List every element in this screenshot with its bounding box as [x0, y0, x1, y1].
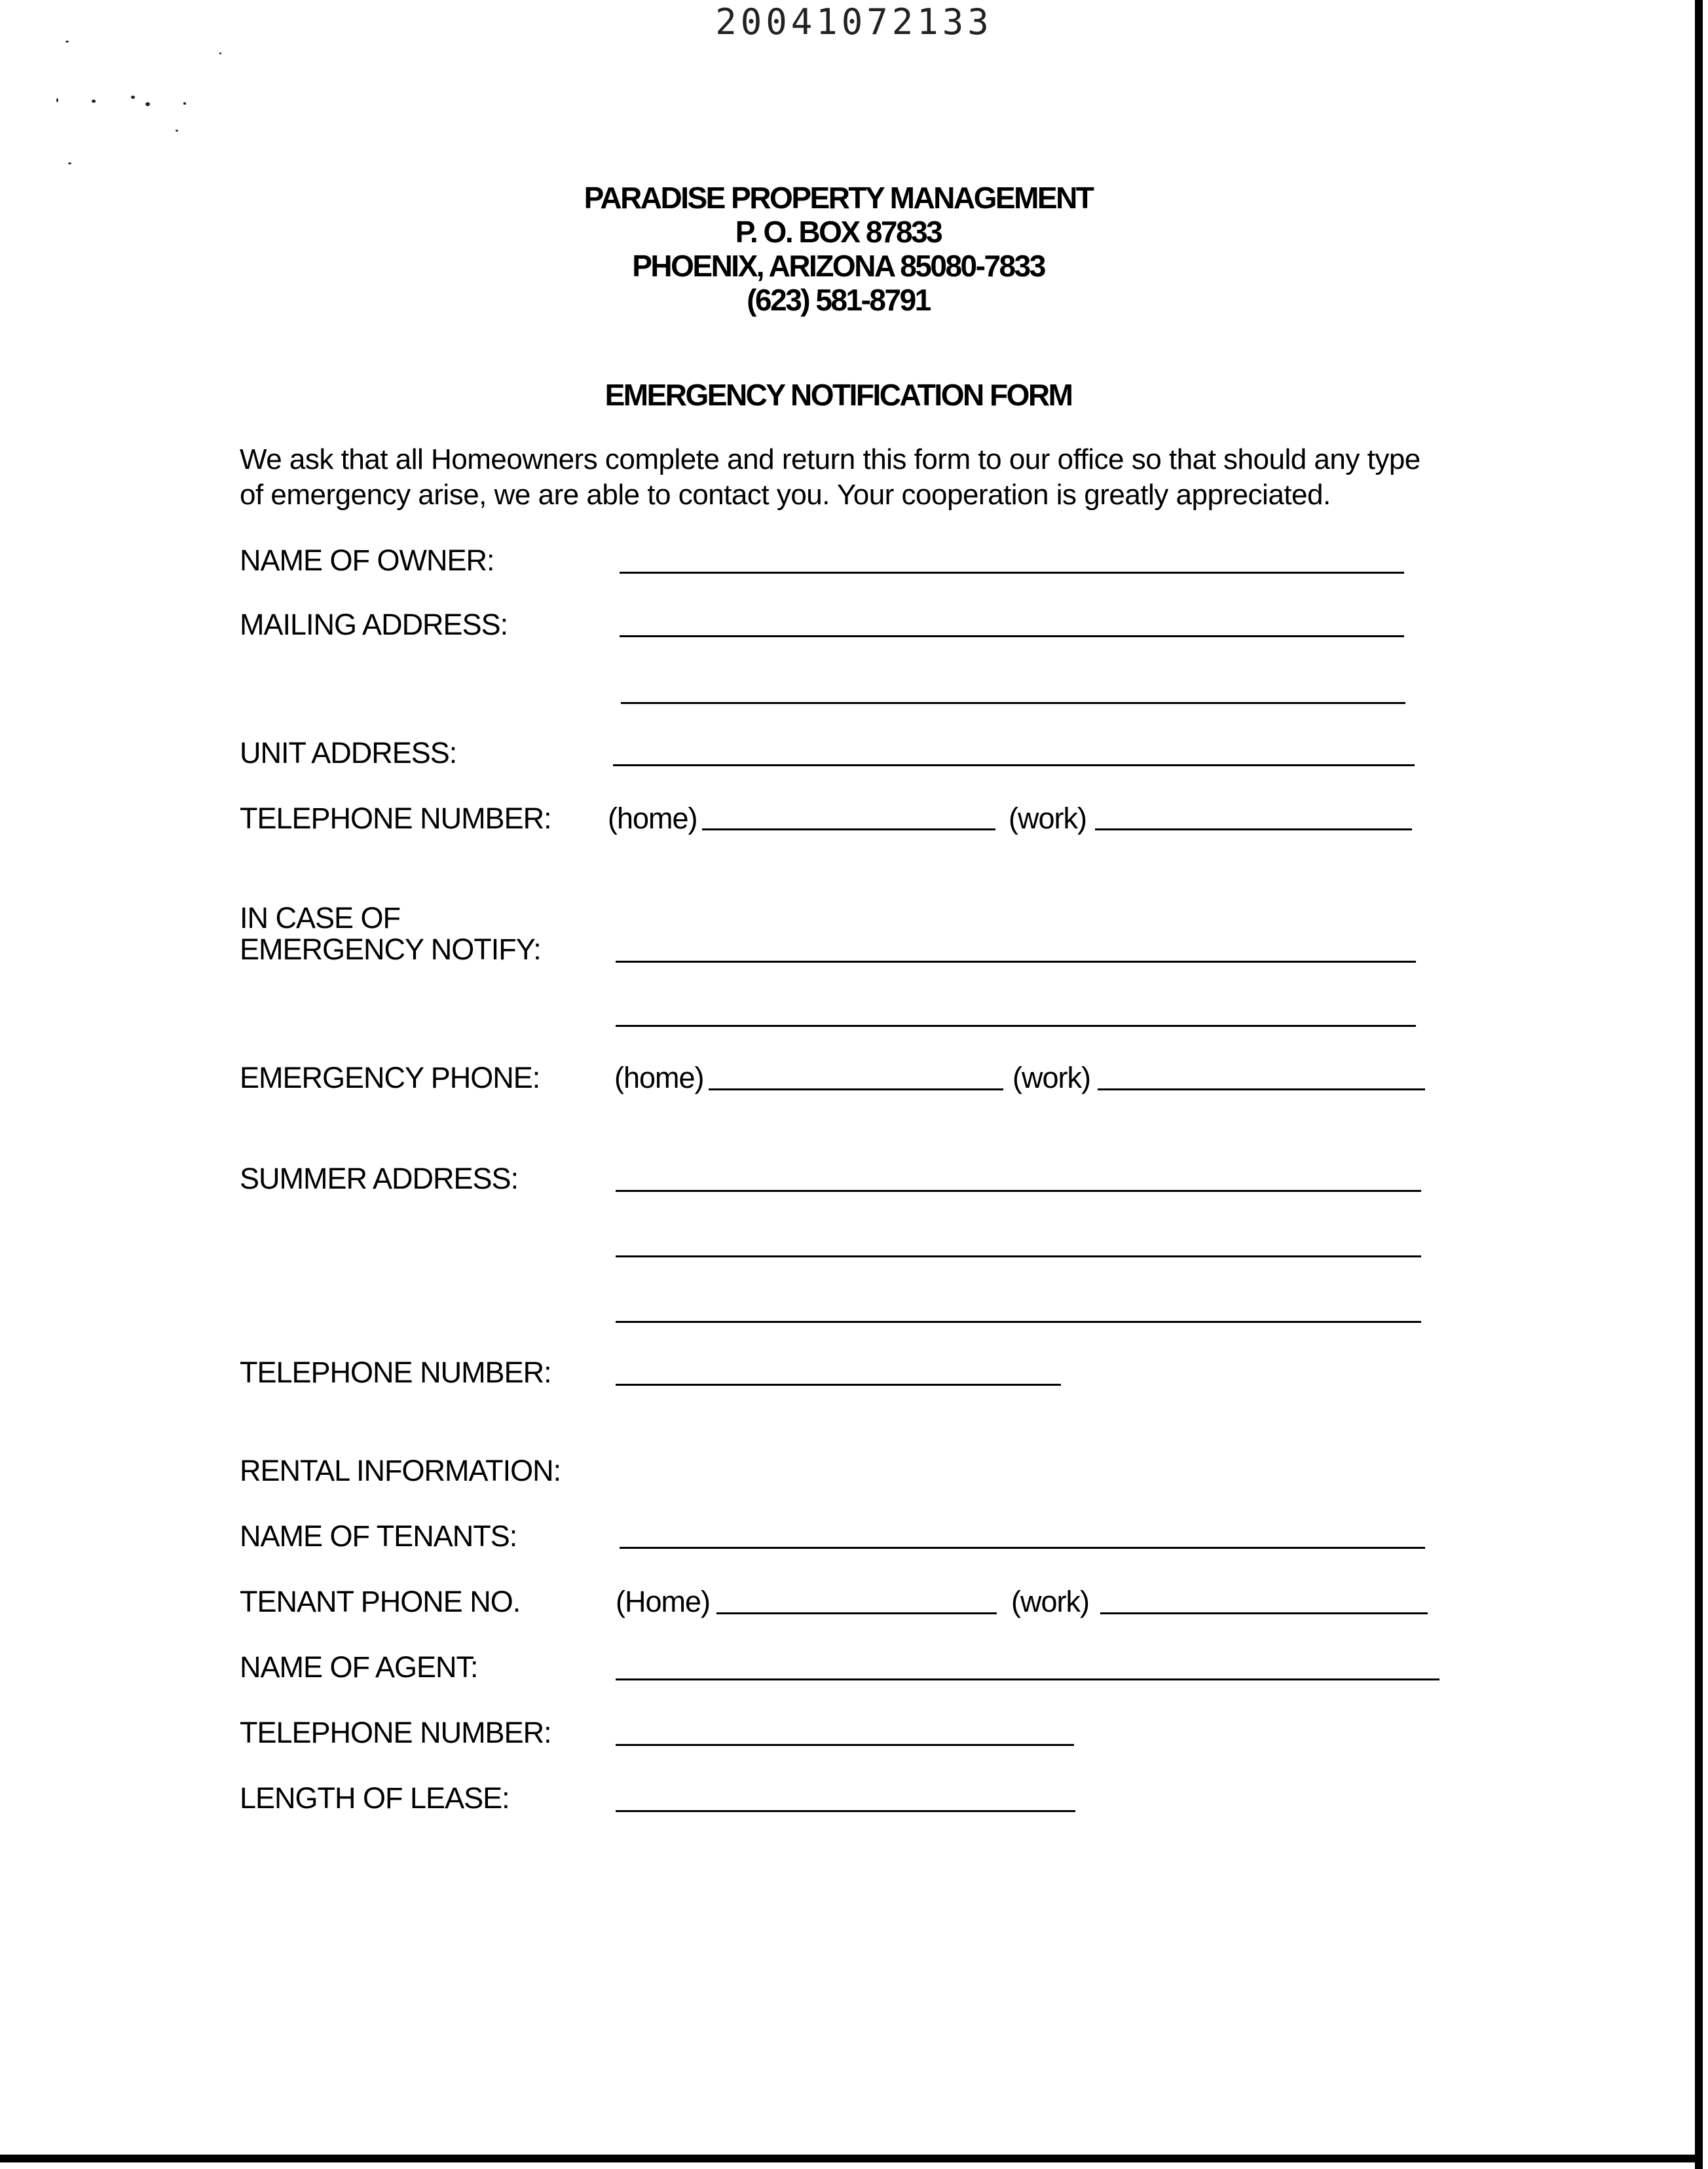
summer-address-field-2[interactable]: [616, 1255, 1421, 1257]
unit-address-field[interactable]: [613, 764, 1415, 766]
scan-speck: [219, 52, 221, 54]
tenant-home-phone-field[interactable]: [716, 1612, 997, 1614]
emergency-notify-field-2[interactable]: [616, 1025, 1416, 1027]
length-of-lease-label: LENGTH OF LEASE:: [240, 1781, 510, 1815]
scan-speck: [68, 162, 71, 164]
scan-speck: [183, 102, 186, 105]
name-of-tenants-label: NAME OF TENANTS:: [240, 1519, 517, 1553]
home-sublabel: (home): [614, 1061, 704, 1094]
emergency-work-phone-field[interactable]: [1098, 1088, 1425, 1090]
document-id: 20041072133: [715, 1, 993, 43]
mailing-address-field-2[interactable]: [621, 702, 1405, 704]
length-of-lease-field[interactable]: [616, 1810, 1075, 1812]
name-of-owner-label: NAME OF OWNER:: [240, 544, 494, 577]
home-phone-field[interactable]: [702, 828, 995, 830]
scan-speck: [56, 98, 58, 102]
name-of-owner-field[interactable]: [620, 572, 1404, 574]
emergency-home-phone-field[interactable]: [709, 1088, 1003, 1090]
emergency-notify-label: EMERGENCY NOTIFY:: [240, 933, 541, 966]
summer-telephone-field[interactable]: [616, 1384, 1061, 1386]
emergency-notify-field-1[interactable]: [616, 961, 1416, 963]
company-phone: (623) 581-8791: [747, 283, 930, 317]
tenant-phone-label: TENANT PHONE NO.: [240, 1585, 521, 1618]
home-sublabel: (Home): [616, 1585, 711, 1618]
scan-speck: [176, 130, 178, 132]
name-of-agent-field[interactable]: [616, 1678, 1439, 1680]
emergency-phone-label: EMERGENCY PHONE:: [240, 1061, 540, 1094]
home-sublabel: (home): [608, 802, 697, 835]
scan-speck: [92, 100, 96, 103]
tenant-work-phone-field[interactable]: [1100, 1612, 1428, 1614]
summer-telephone-label: TELEPHONE NUMBER:: [240, 1356, 551, 1389]
agent-telephone-label: TELEPHONE NUMBER:: [240, 1716, 551, 1749]
summer-address-field-1[interactable]: [616, 1190, 1421, 1192]
summer-address-label: SUMMER ADDRESS:: [240, 1162, 519, 1195]
rental-information-label: RENTAL INFORMATION:: [240, 1454, 561, 1487]
unit-address-label: UNIT ADDRESS:: [240, 736, 457, 769]
name-of-tenants-field[interactable]: [620, 1547, 1425, 1549]
name-of-agent-label: NAME OF AGENT:: [240, 1650, 478, 1684]
summer-address-field-3[interactable]: [616, 1321, 1421, 1323]
in-case-of-label: IN CASE OF: [240, 901, 401, 935]
work-sublabel: (work): [1011, 1585, 1089, 1618]
form-title: EMERGENCY NOTIFICATION FORM: [604, 378, 1072, 412]
mailing-address-field-1[interactable]: [620, 635, 1404, 637]
city-state-zip: PHOENIX, ARIZONA 85080-7833: [632, 249, 1045, 283]
work-sublabel: (work): [1012, 1061, 1090, 1094]
work-sublabel: (work): [1009, 802, 1086, 835]
agent-telephone-field[interactable]: [616, 1744, 1074, 1746]
work-phone-field[interactable]: [1095, 828, 1412, 830]
mailing-address-label: MAILING ADDRESS:: [240, 608, 508, 641]
scan-speck: [145, 102, 150, 106]
intro-line-1: We ask that all Homeowners complete and return this form to our office so that should any type: [240, 443, 1420, 475]
page-border-bottom: [0, 2155, 1703, 2162]
page-border-right: [1695, 0, 1703, 2169]
scan-speck: [65, 41, 69, 43]
po-box: P. O. BOX 87833: [735, 215, 942, 249]
scan-speck: [131, 96, 135, 99]
letterhead: [0, 181, 1677, 317]
intro-paragraph: [240, 442, 1484, 513]
company-name: PARADISE PROPERTY MANAGEMENT: [584, 181, 1093, 215]
telephone-number-label: TELEPHONE NUMBER:: [240, 802, 551, 835]
intro-line-2: of emergency arise, we are able to contact you. Your cooperation is greatly appreciated.: [240, 479, 1331, 511]
